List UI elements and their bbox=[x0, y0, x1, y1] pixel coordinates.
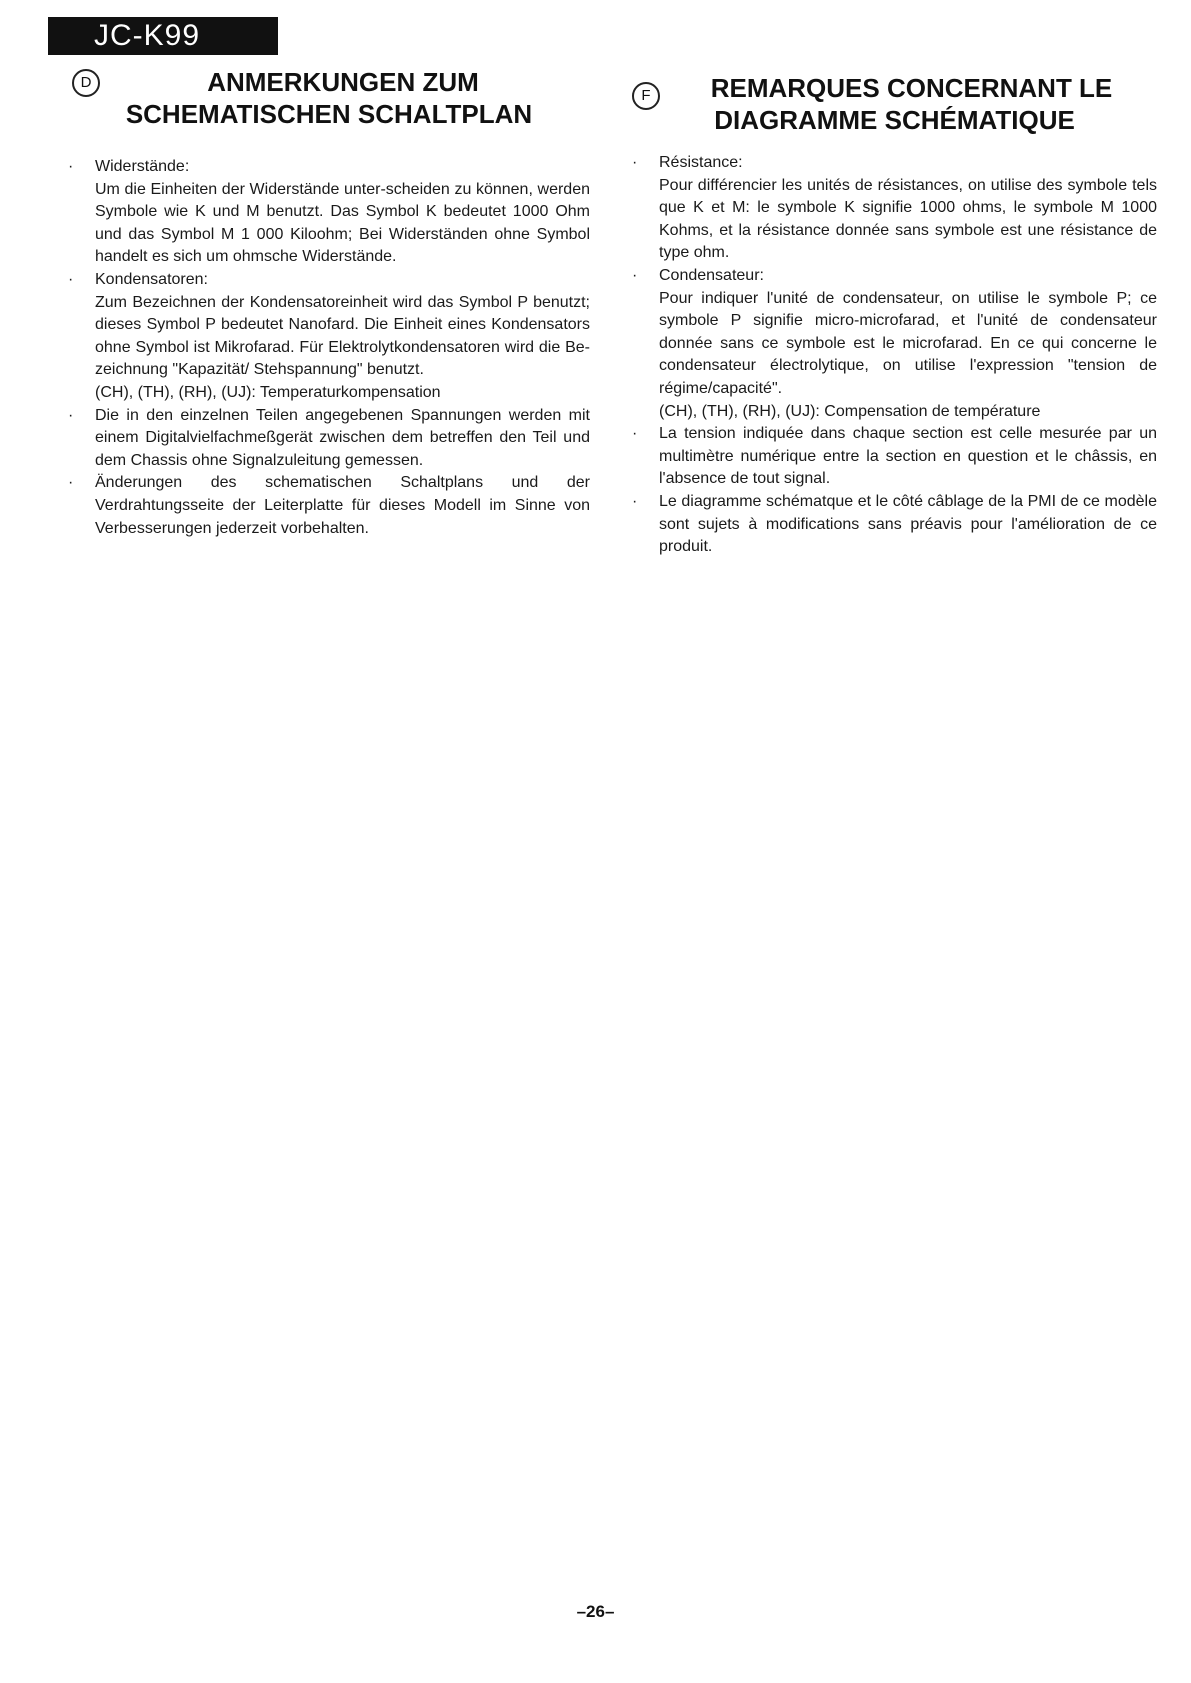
german-title-line2: SCHEMATISCHEN SCHALTPLAN bbox=[125, 99, 533, 129]
note-text: Änderungen des schematischen Schaltplans und der Verdrahtungsseite der Leiterplatte für dieses Modell im Sinne von Verbesserungen jederzeit vorbehalten. bbox=[95, 474, 590, 537]
bullet-icon: · bbox=[68, 474, 74, 492]
list-item bbox=[632, 491, 1157, 559]
page-number: –26– bbox=[576, 1602, 615, 1621]
list-item bbox=[632, 152, 1157, 265]
bullet-icon: · bbox=[68, 270, 74, 288]
note-label: Résistance: bbox=[659, 154, 743, 171]
language-badge-fr: F bbox=[632, 82, 660, 110]
french-notes-list bbox=[632, 152, 1157, 559]
german-title-line1: ANMERKUNGEN ZUM bbox=[207, 67, 479, 97]
german-heading bbox=[68, 66, 590, 134]
note-extra: (CH), (TH), (RH), (UJ): Compensation de température bbox=[659, 402, 1041, 420]
bullet-icon: · bbox=[68, 158, 74, 175]
bullet-icon: · bbox=[632, 425, 638, 443]
language-badge-de: D bbox=[72, 69, 100, 97]
list-item bbox=[68, 405, 590, 473]
model-tag: JC-K99 bbox=[48, 17, 278, 55]
list-item bbox=[68, 269, 590, 405]
french-title-line2: DIAGRAMME SCHÉMATIQUE bbox=[714, 105, 1075, 135]
note-label: Widerstände: bbox=[95, 158, 190, 175]
note-text: Pour différencier les unités de résistances, on utilise des symbole tels que K et M: le symbole K signifie 1000 ohms, le symbole M 1000 Kohms, et la résistance donnée sans symbole est une résistance de type ohm. bbox=[659, 176, 1157, 262]
bullet-icon: · bbox=[68, 406, 74, 424]
note-text: Le diagramme schématque et le côté câblage de la PMI de ce modèle sont sujets à modifications sans préavis pour l'amélioration de ce produit. bbox=[659, 492, 1157, 556]
french-heading bbox=[632, 72, 1157, 144]
german-section bbox=[68, 66, 590, 540]
list-item bbox=[632, 423, 1157, 491]
french-title-line1: REMARQUES CONCERNANT LE bbox=[710, 73, 1113, 103]
french-section bbox=[632, 66, 1157, 559]
note-text: Um die Einheiten der Widerstände unter-scheiden zu können, werden Symbole wie K und M benutzt. Das Symbol K bedeutet 1000 Ohm und das Symbol M 1 000 Kiloohm; Bei Widerständen ohne Symbol handelt es sich um ohmsche Widerstände. bbox=[95, 180, 590, 266]
note-extra: (CH), (TH), (RH), (UJ): Temperaturkompensation bbox=[95, 383, 441, 401]
note-text: Zum Bezeichnen der Kondensatoreinheit wird das Symbol P benutzt; dieses Symbol P bedeutet Nanofard. Die Einheit eines Kondensators ohne Symbol ist Mikrofarad. Für Elektrolytkondensatoren wird die Be-zeichnung "Kapazität/ Stehspannung" benutzt. bbox=[95, 293, 590, 379]
note-text: Pour indiquer l'unité de condensateur, on utilise le symbole P; ce symbole P signifie micro-microfarad, et l'unité de condensateur donnée sans ce symbole est le microfarad. En ce qui concerne le condensateur électrolytique, on utilise l'expression "tension de régime/capacité". bbox=[659, 289, 1157, 397]
note-label: Condensateur: bbox=[659, 266, 764, 284]
note-text: Die in den einzelnen Teilen angegebenen Spannungen werden mit einem Digitalvielfachmeßgerät zwischen dem betreffen den Teil und dem Chassis ohne Signalzuleitung gemessen. bbox=[95, 406, 590, 469]
german-notes-list bbox=[68, 156, 590, 540]
note-text: La tension indiquée dans chaque section est celle mesurée par un multimètre numérique entre la section en question et le châssis, en l'absence de tout signal. bbox=[659, 425, 1157, 488]
list-item bbox=[68, 156, 590, 269]
list-item bbox=[632, 265, 1157, 423]
bullet-icon: · bbox=[632, 492, 638, 510]
bullet-icon: · bbox=[632, 266, 638, 284]
note-label: Kondensatoren: bbox=[95, 270, 208, 288]
bullet-icon: · bbox=[632, 154, 638, 171]
list-item bbox=[68, 472, 590, 540]
